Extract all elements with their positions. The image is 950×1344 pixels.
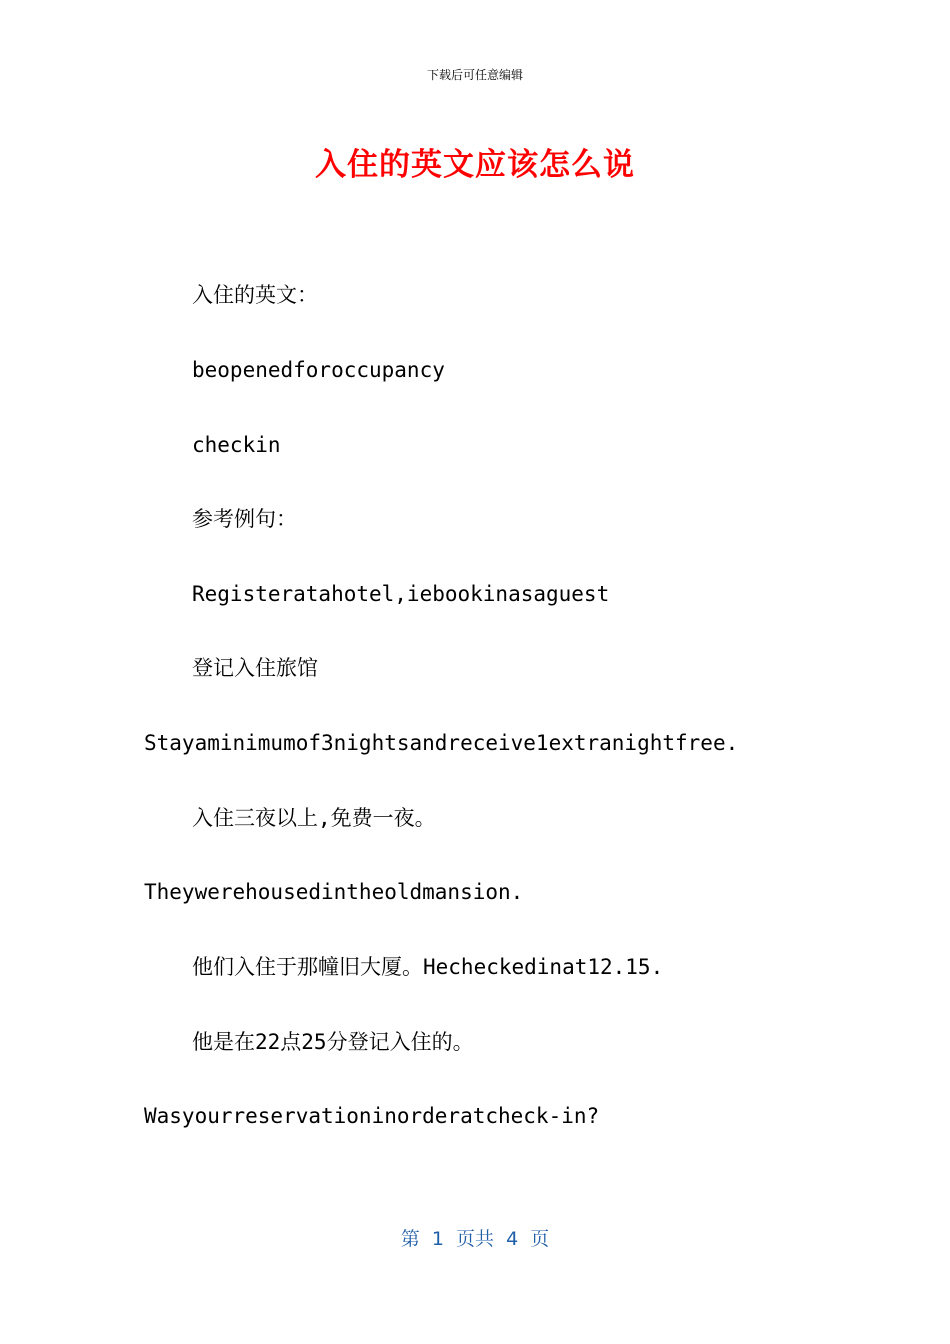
body-line-4: 参考例句： <box>192 507 297 531</box>
page-number-footer: 第 1 页共 4 页 <box>400 1228 550 1250</box>
body-line-6: 登记入住旅馆 <box>192 656 318 680</box>
body-line-2: beopenedforoccupancy <box>192 358 445 382</box>
body-line-5: Registeratahotel,iebookinasaguest <box>192 582 610 606</box>
header-note: 下载后可任意编辑 <box>426 68 523 82</box>
body-line-8: 入住三夜以上,免费一夜。 <box>192 806 436 830</box>
document-title: 入住的英文应该怎么说 <box>315 147 635 183</box>
body-line-9: Theywerehousedintheoldmansion. <box>144 880 524 904</box>
body-line-11: 他是在22点25分登记入住的。 <box>192 1030 474 1054</box>
body-line-3: checkin <box>192 433 281 457</box>
body-line-7: Stayaminimumof3nightsandreceive1extranightfree. <box>144 731 739 755</box>
body-line-10: 他们入住于那幢旧大厦。Hecheckedinat12.15. <box>192 955 664 979</box>
body-line-1: 入住的英文： <box>192 283 318 307</box>
body-line-12: Wasyourreservationinorderatcheck-in? <box>144 1104 600 1128</box>
